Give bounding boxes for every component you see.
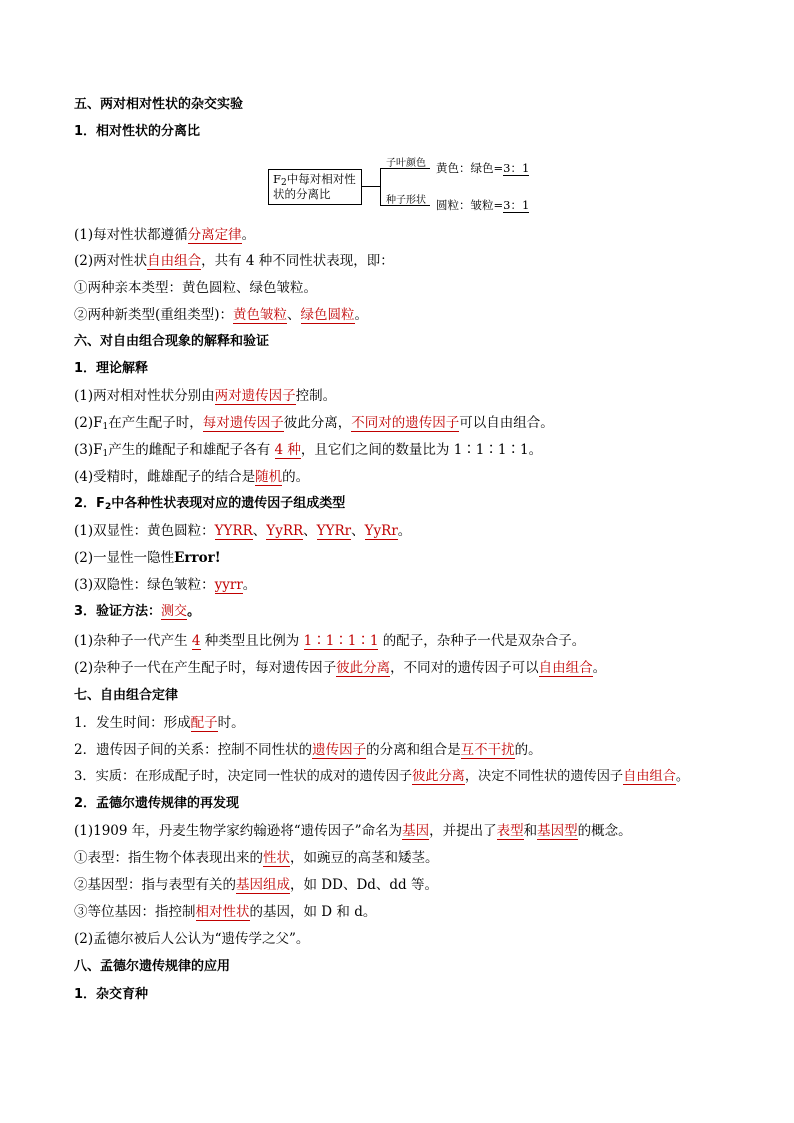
paragraph: (1)1909 年，丹麦生物学家约翰逊将“遗传因子”命名为基因，并提出了表型和基因型的概念。	[74, 823, 632, 839]
paragraph: $(3)F_1$产生的雌配子和雄配子各有 4 种，且它们之间的数量比为 1∶1∶1∶1。	[74, 442, 543, 459]
paragraph: (1)杂种子一代产生 4 种类型且比例为 1∶1∶1∶1 的配子，杂种子一代是双杂合子。	[74, 633, 586, 649]
answer-blank: YyRr	[364, 523, 398, 539]
section-heading-5: 五、两对相对性状的杂交实验	[74, 97, 244, 112]
paragraph: (2)一显性一隐性Error!	[74, 550, 221, 566]
paragraph: 3．实质：在形成配子时，决定同一性状的成对的遗传因子彼此分离，决定不同性状的遗传因子自由组合。	[74, 769, 690, 784]
subheading-hybrid-breeding: 1．杂交育种	[74, 987, 149, 1002]
paragraph: ②两种新类型(重组类型)：黄色皱粒、绿色圆粒。	[74, 307, 369, 323]
answer-blank: 自由组合	[623, 769, 676, 784]
answer-blank: 自由组合	[147, 253, 202, 269]
paragraph: 2．遗传因子间的关系：控制不同性状的遗传因子的分离和组合是互不干扰的。	[74, 742, 542, 758]
section-heading-7: 七、自由组合定律	[74, 688, 179, 703]
branch-label-seed-shape: 种子形状	[386, 195, 426, 206]
paragraph: (1)两对相对性状分别由两对遗传因子控制。	[74, 388, 337, 404]
section-heading-8: 八、孟德尔遗传规律的应用	[74, 959, 231, 974]
subheading-verification: 3．验证方法：测交。	[74, 604, 201, 619]
diagram-box: $F_2$中每对相对性 状的分离比	[268, 169, 362, 205]
answer-blank: 配子	[190, 715, 218, 731]
answer-blank: 遗传因子	[312, 742, 367, 758]
answer-blank: 绿色圆粒	[300, 307, 355, 323]
paragraph: ①表型：指生物个体表现出来的性状，如豌豆的高茎和矮茎。	[74, 850, 439, 866]
answer-blank: 表型	[496, 823, 524, 839]
answer-blank: 随机	[255, 469, 283, 485]
subheading-separation-ratio: 1．相对性状的分离比	[74, 124, 201, 139]
answer-blank: 4	[191, 633, 201, 649]
answer-blank: yyrr	[214, 577, 243, 593]
answer-blank: YYRr	[316, 523, 352, 539]
paragraph: ②基因型：指与表型有关的基因组成，如 DD、Dd、dd 等。	[74, 877, 438, 893]
answer-blank: 互不干扰	[460, 742, 515, 758]
answer-blank: 相对性状	[195, 904, 250, 920]
answer-blank: 两对遗传因子	[214, 388, 296, 404]
answer-blank: 黄色皱粒	[233, 307, 288, 323]
paragraph: (1)每对性状都遵循分离定律。	[74, 227, 256, 243]
subheading-genotypes: 2．$F_2$中各种性状表现对应的遗传因子组成类型	[74, 496, 346, 512]
answer-blank: 分离定律	[187, 227, 242, 243]
paragraph: (1)双显性：黄色圆粒：YYRR、YyRR、YYRr、YyRr。	[74, 523, 412, 539]
paragraph: $(2)F_1$在产生配子时，每对遗传因子彼此分离，不同对的遗传因子可以自由组合。	[74, 415, 554, 432]
answer-blank: 测交	[161, 604, 188, 619]
answer-blank: 每对遗传因子	[202, 415, 284, 431]
branch-label-cotyledon-color: 子叶颜色	[386, 158, 426, 169]
section-heading-6: 六、对自由组合现象的解释和验证	[74, 334, 270, 349]
separation-ratio-diagram	[263, 155, 533, 215]
answer-blank: YyRR	[266, 523, 304, 539]
paragraph: ③等位基因：指控制相对性状的基因，如 D 和 d。	[74, 904, 377, 920]
answer-blank: 彼此分离	[336, 660, 391, 676]
answer-blank: 彼此分离	[412, 769, 465, 784]
paragraph: (2)孟德尔被后人公认为“遗传学之父”。	[74, 931, 310, 947]
answer-blank: 1∶1∶1∶1	[303, 633, 379, 649]
answer-blank: 4 种	[274, 442, 301, 458]
answer-blank: YYRR	[214, 523, 253, 539]
branch-ratio-shape: 圆粒：皱粒=3：1	[436, 198, 530, 212]
diagram-connector	[380, 168, 381, 206]
paragraph: (3)双隐性：绿色皱粒：yyrr。	[74, 577, 257, 593]
paragraph: (2)杂种子一代在产生配子时，每对遗传因子彼此分离，不同对的遗传因子可以自由组合。	[74, 660, 607, 676]
answer-blank: 自由组合	[538, 660, 593, 676]
diagram-connector	[362, 186, 380, 187]
error-text: Error!	[174, 550, 221, 566]
answer-blank: 不同对的遗传因子	[351, 415, 460, 431]
paragraph: 1．发生时间：形成配子时。	[74, 715, 245, 731]
answer-blank: 性状	[263, 850, 290, 866]
answer-blank: 基因型	[537, 823, 578, 839]
subheading-theory: 1．理论解释	[74, 361, 149, 376]
branch-ratio-color: 黄色：绿色=3：1	[436, 161, 530, 175]
answer-blank: 基因	[402, 823, 430, 839]
paragraph: ①两种亲本类型：黄色圆粒、绿色皱粒。	[74, 280, 317, 296]
answer-blank: 基因组成	[236, 877, 290, 893]
subheading-rediscovery: 2．孟德尔遗传规律的再发现	[74, 796, 240, 811]
paragraph: (2)两对性状自由组合，共有 4 种不同性状表现，即：	[74, 253, 394, 269]
paragraph: (4)受精时，雌雄配子的结合是随机的。	[74, 469, 310, 485]
